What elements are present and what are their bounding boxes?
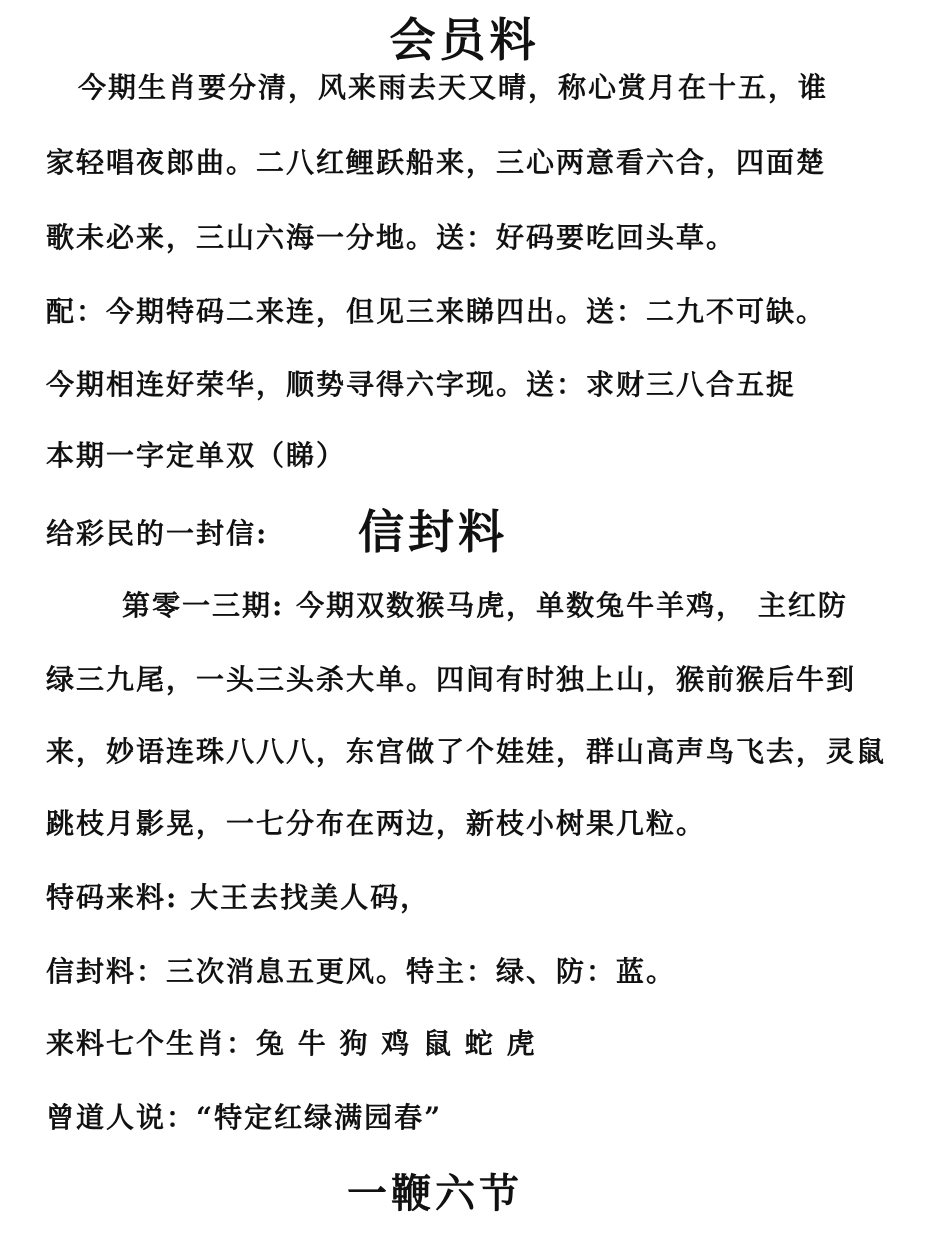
text-line: 曾道人说：“特定红绿满园春” xyxy=(46,1101,443,1134)
text-line: 今期生肖要分清，风来雨去天又晴，称心赏月在十五，谁 xyxy=(78,71,829,104)
text-line: 跳枝月影晃，一七分布在两边，新枝小树果几粒。 xyxy=(46,807,707,840)
letter-heading xyxy=(46,506,906,562)
text-line: 家轻唱夜郎曲。二八红鲤跃船来，三心两意看六合，四面楚 xyxy=(46,146,827,179)
text-line: 来料七个生肖：兔 牛 狗 鸡 鼠 蛇 虎 xyxy=(46,1027,537,1060)
section-title: 信封料 xyxy=(358,505,508,559)
text-line: 绿三九尾，一头三头杀大单。四间有时独上山，猴前猴后牛到 xyxy=(46,663,857,696)
text-line: 配：今期特码二来连，但见三来睇四出。送：二九不可缺。 xyxy=(46,295,827,328)
text-line: 歌未必来，三山六海一分地。送：好码要吃回头草。 xyxy=(46,221,737,254)
letter-label: 给彩民的一封信: xyxy=(46,517,269,550)
text-line: 第零一三期: 今期双数猴马虎，单数兔牛羊鸡， 主红防 xyxy=(122,589,848,622)
bottom-title: 一鞭六节 xyxy=(347,1170,523,1217)
text-line: 来，妙语连珠八八八，东宫做了个娃娃，群山高声鸟飞去，灵鼠 xyxy=(46,735,887,768)
text-line: 本期一字定单双（睇） xyxy=(46,439,347,472)
text-line: 信封料：三次消息五更风。特主：绿、防：蓝。 xyxy=(46,955,677,988)
text-line: 今期相连好荣华，顺势寻得六字现。送：求财三八合五捉 xyxy=(46,368,797,401)
text-line: 特码来料: 大王去找美人码， xyxy=(46,881,431,914)
page-title: 会员料 xyxy=(389,13,540,67)
